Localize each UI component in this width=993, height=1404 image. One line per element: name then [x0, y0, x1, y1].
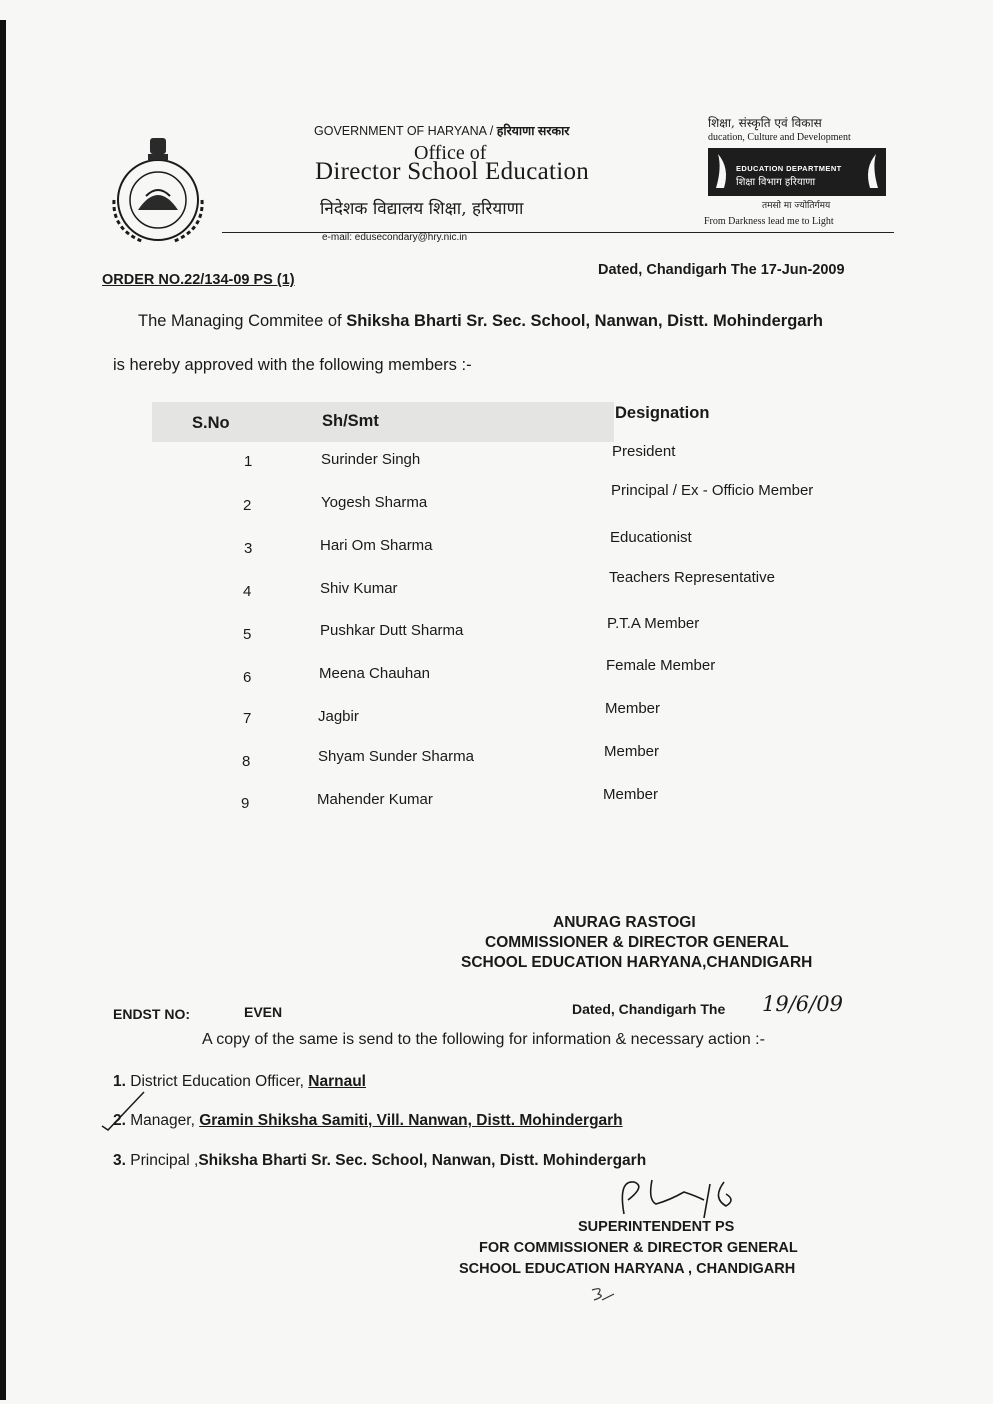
row-sno: 4 — [243, 583, 252, 600]
order-date: Dated, Chandigarh The 17-Jun-2009 — [598, 262, 845, 278]
row-sno: 6 — [243, 669, 252, 686]
gov-hindi: हरियाणा सरकार — [496, 124, 570, 138]
item-prefix: Principal , — [130, 1152, 199, 1169]
column-header-name: Sh/Smt — [322, 412, 379, 430]
endorsement-label: ENDST NO: — [113, 1006, 190, 1022]
office-title-hindi: निदेशक विद्यालय शिक्षा, हरियाणा — [320, 199, 524, 219]
logo-tagline: ducation, Culture and Development — [708, 132, 851, 143]
row-designation: P.T.A Member — [607, 615, 700, 632]
column-header-sno: S.No — [192, 414, 230, 432]
row-designation: Teachers Representative — [609, 569, 775, 586]
gov-english: GOVERNMENT OF HARYANA / — [314, 124, 494, 138]
endorsement-value: EVEN — [244, 1004, 283, 1020]
item-detail: Shiksha Bharti Sr. Sec. School, Nanwan, Distt. Mohindergarh — [198, 1152, 647, 1169]
logo-motto: From Darkness lead me to Light — [704, 216, 834, 227]
signatory-name: ANURAG RASTOGI — [553, 914, 696, 931]
row-designation: Female Member — [606, 657, 716, 674]
row-name: Yogesh Sharma — [321, 494, 428, 511]
row-designation: Member — [603, 786, 659, 803]
row-name: Pushkar Dutt Sharma — [320, 622, 464, 639]
haryana-emblem-icon — [104, 130, 212, 248]
intro-prefix: The Managing Commitee of — [138, 312, 347, 330]
column-header-designation: Designation — [615, 404, 710, 422]
office-of: Office of — [414, 142, 487, 164]
office-email[interactable]: e-mail: edusecondary@hry.nic.in — [322, 232, 468, 243]
row-name: Meena Chauhan — [319, 665, 430, 682]
signatory-office: SCHOOL EDUCATION HARYANA,CHANDIGARH — [461, 954, 813, 971]
item-prefix: Manager, — [130, 1112, 200, 1129]
superintendent-for-line: FOR COMMISSIONER & DIRECTOR GENERAL — [479, 1240, 798, 1256]
handwritten-date: 19/6/09 — [762, 992, 843, 1016]
item-number: 2. — [113, 1112, 126, 1129]
row-sno: 2 — [243, 497, 252, 514]
logo-motto-hindi: तमसो मा ज्योतिर्गमय — [762, 201, 831, 211]
logo-department-hindi: शिक्षा विभाग हरियाणा — [736, 177, 816, 188]
item-detail: Narnaul — [308, 1073, 366, 1090]
row-sno: 9 — [241, 795, 250, 812]
logo-hindi-tagline: शिक्षा, संस्कृति एवं विकास — [708, 116, 822, 130]
row-name: Mahender Kumar — [317, 791, 433, 808]
row-sno: 5 — [243, 626, 252, 643]
row-name: Surinder Singh — [321, 451, 421, 468]
row-name: Shiv Kumar — [320, 580, 398, 597]
row-sno: 7 — [243, 710, 252, 727]
item-detail: Gramin Shiksha Samiti, Vill. Nanwan, Distt. Mohindergarh — [199, 1112, 623, 1129]
row-designation: Educationist — [610, 529, 692, 546]
row-designation: Principal / Ex - Officio Member — [611, 482, 814, 499]
row-name: Hari Om Sharma — [320, 537, 433, 554]
government-line — [314, 122, 569, 139]
row-name: Jagbir — [318, 708, 359, 725]
logo-department-text: EDUCATION DEPARTMENT — [736, 164, 842, 173]
initial-mark — [588, 1284, 618, 1304]
row-designation: President — [612, 443, 676, 460]
order-intro-line2: is hereby approved with the following members :- — [113, 356, 472, 374]
row-sno: 3 — [244, 540, 253, 557]
endorsement-date-label: Dated, Chandigarh The — [572, 1001, 726, 1017]
education-department-logo — [702, 112, 892, 230]
item-prefix: District Education Officer, — [130, 1073, 309, 1090]
superintendent-line: SUPERINTENDENT PS — [578, 1219, 735, 1235]
copy-to-line: A copy of the same is send to the following for information & necessary action :- — [202, 1031, 765, 1048]
distribution-item — [113, 1152, 646, 1170]
distribution-item — [113, 1112, 623, 1130]
signatory-title: COMMISSIONER & DIRECTOR GENERAL — [485, 934, 789, 951]
order-number: ORDER NO.22/134-09 PS (1) — [102, 272, 295, 288]
office-title: Director School Education — [315, 158, 590, 185]
row-sno: 8 — [242, 753, 251, 770]
scan-edge — [0, 20, 6, 1400]
row-designation: Member — [604, 743, 660, 760]
check-tick-icon — [100, 1088, 160, 1132]
row-designation: Member — [605, 700, 661, 717]
item-number: 1. — [113, 1073, 126, 1090]
intro-school: Shiksha Bharti Sr. Sec. School, Nanwan, Distt. Mohindergarh — [346, 312, 823, 330]
row-sno: 1 — [244, 453, 253, 470]
item-number: 3. — [113, 1152, 126, 1169]
superintendent-office-line: SCHOOL EDUCATION HARYANA , CHANDIGARH — [459, 1261, 796, 1277]
order-intro-line1 — [138, 312, 823, 331]
row-name: Shyam Sunder Sharma — [318, 748, 474, 765]
